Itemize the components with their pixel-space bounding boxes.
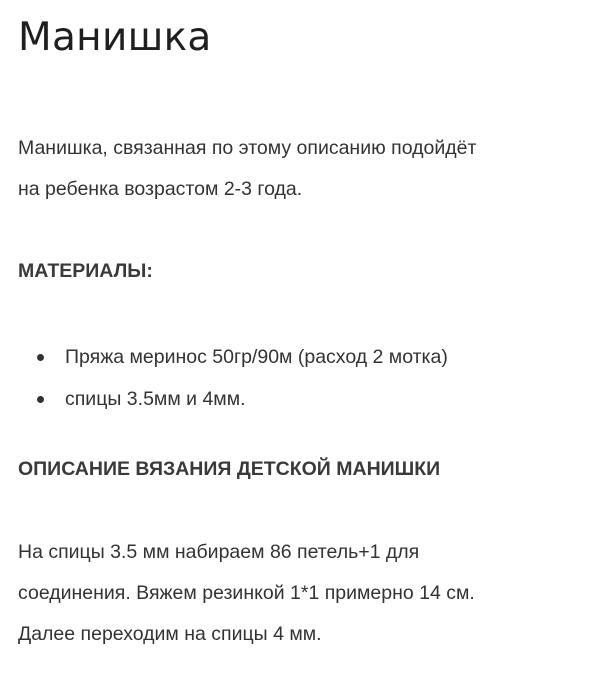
intro-paragraph (18, 128, 476, 210)
list-item (18, 336, 448, 378)
materials-heading: МАТЕРИАЛЫ: (18, 260, 153, 282)
list-item-text: спицы 3.5мм и 4мм. (65, 388, 246, 410)
description-line: На спицы 3.5 мм набираем 86 петель+1 для (18, 541, 420, 563)
bullet-icon (37, 396, 44, 403)
description-line: соединения. Вяжем резинкой 1*1 примерно 14 см. (18, 582, 475, 604)
list-item-text: Пряжа меринос 50гр/90м (расход 2 мотка) (65, 346, 448, 368)
materials-list (18, 336, 448, 420)
description-line: Далее переходим на спицы 4 мм. (18, 623, 322, 645)
intro-line: на ребенка возрастом 2-3 года. (18, 178, 303, 200)
description-heading: ОПИСАНИЕ ВЯЗАНИЯ ДЕТСКОЙ МАНИШКИ (18, 458, 441, 480)
bullet-icon (37, 354, 44, 361)
description-paragraph (18, 532, 475, 655)
list-item (18, 378, 448, 420)
intro-line: Манишка, связанная по этому описанию подойдёт (18, 137, 477, 159)
page-title: Манишка (18, 15, 212, 60)
